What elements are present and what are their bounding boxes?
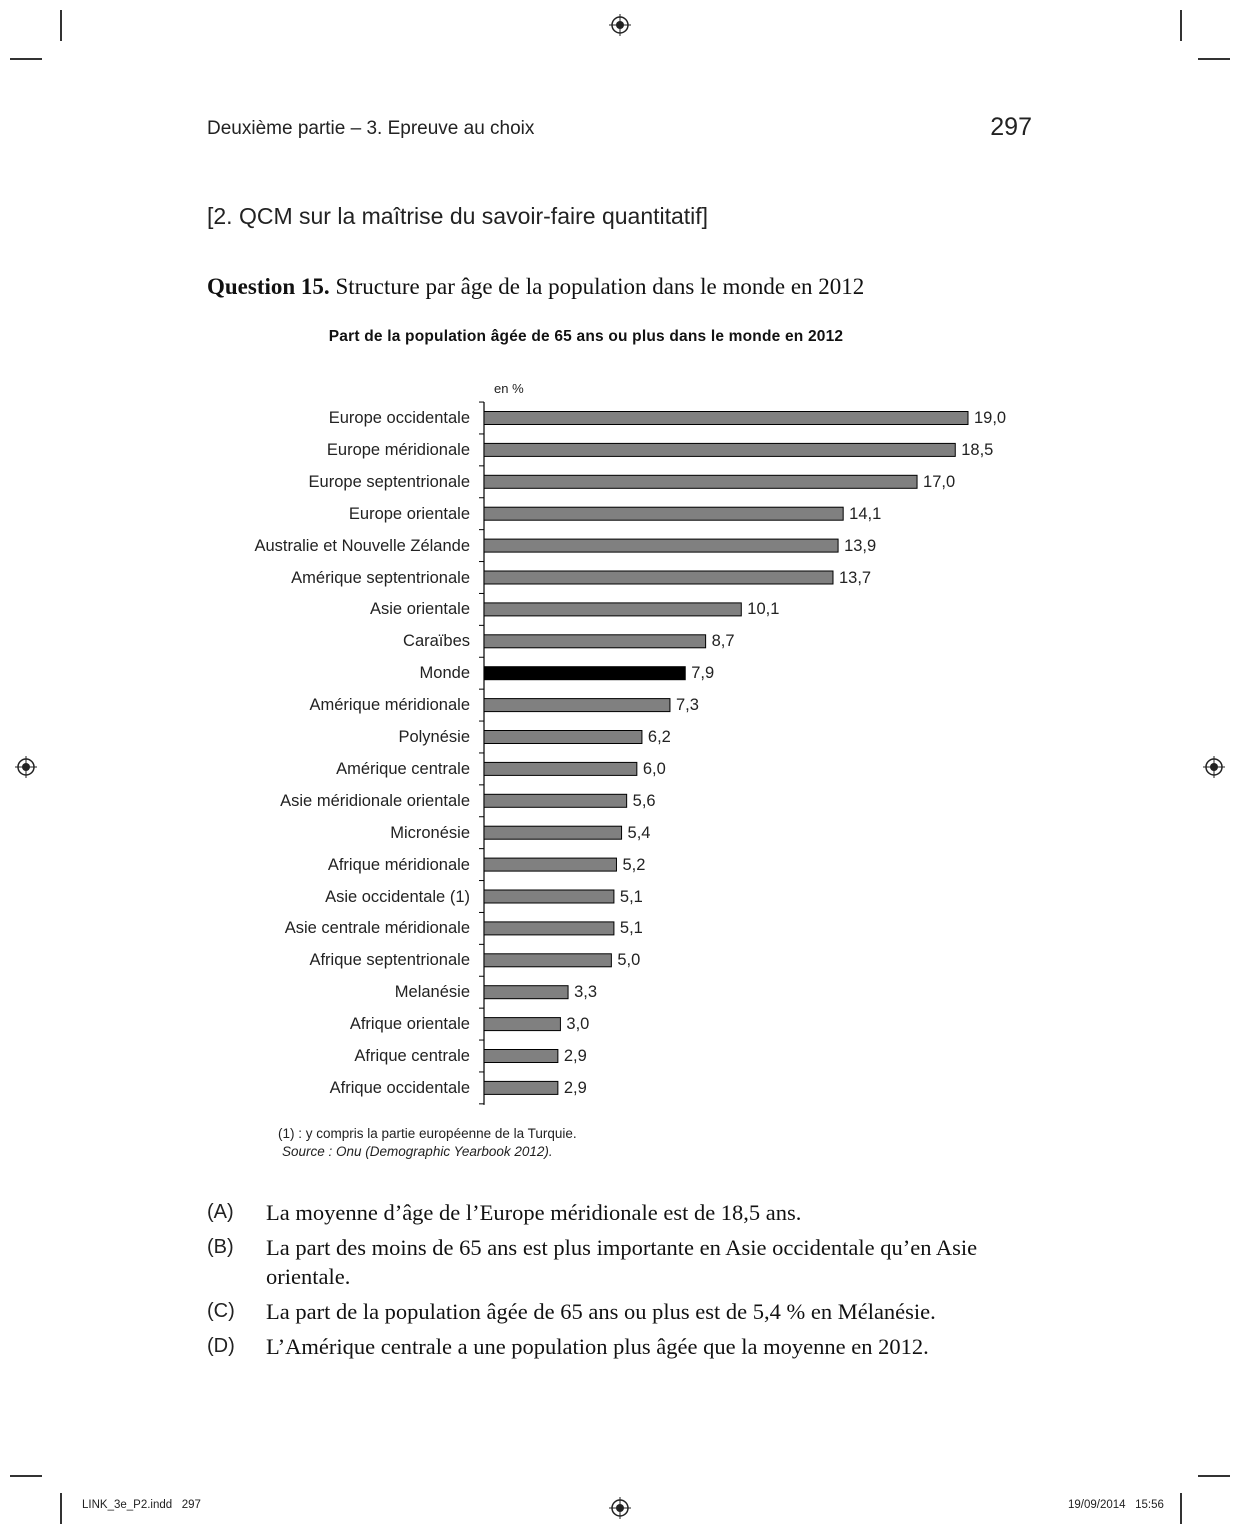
- bar: [484, 443, 955, 456]
- answer-option-d[interactable]: [207, 1332, 1047, 1361]
- answer-option-c[interactable]: [207, 1297, 1047, 1326]
- bar: [484, 890, 614, 903]
- answer-option-a[interactable]: [207, 1198, 1047, 1227]
- category-label: Melanésie: [394, 983, 470, 1002]
- answer-list: [207, 1198, 1047, 1367]
- value-label: 5,2: [622, 855, 646, 874]
- category-label: Amérique centrale: [336, 759, 470, 778]
- answer-text: La part des moins de 65 ans est plus importante en Asie occidentale qu’en Asie orientale.: [266, 1235, 978, 1289]
- bar: [484, 667, 685, 680]
- answer-letter: (C): [207, 1300, 235, 1322]
- category-label: Afrique orientale: [349, 1015, 470, 1034]
- value-label: 5,4: [627, 823, 651, 842]
- category-label: Asie méridionale orientale: [280, 791, 470, 810]
- category-label: Australie et Nouvelle Zélande: [254, 536, 470, 555]
- chart-note: (1) : y compris la partie européenne de la Turquie.: [278, 1126, 577, 1141]
- value-label: 8,7: [711, 632, 735, 651]
- category-label: Amérique méridionale: [309, 696, 470, 715]
- bar: [484, 1050, 558, 1063]
- value-label: 7,9: [691, 664, 715, 683]
- running-head: Deuxième partie – 3. Epreuve au choix: [207, 118, 535, 139]
- category-label: Europe orientale: [348, 504, 470, 523]
- value-label: 7,3: [675, 696, 699, 715]
- category-label: Afrique méridionale: [327, 855, 470, 874]
- value-label: 17,0: [923, 472, 956, 491]
- answer-letter: (D): [207, 1335, 235, 1357]
- bar: [484, 986, 568, 999]
- value-label: 6,2: [647, 728, 671, 746]
- bar: [484, 635, 706, 648]
- value-label: 2,9: [563, 1078, 587, 1097]
- value-label: 5,1: [619, 887, 643, 906]
- category-label: Afrique centrale: [354, 1047, 470, 1065]
- value-label: 13,9: [844, 536, 877, 555]
- axis-unit-label: en %: [494, 381, 524, 396]
- answer-option-b[interactable]: [207, 1233, 1047, 1291]
- category-label: Europe septentrionale: [308, 472, 470, 491]
- category-label: Monde: [419, 664, 470, 683]
- value-label: 5,0: [617, 951, 641, 970]
- category-label: Asie occidentale (1): [325, 887, 470, 906]
- bar: [484, 794, 627, 807]
- chart-source: Source : Onu (Demographic Yearbook 2012).: [282, 1144, 553, 1159]
- value-label: 14,1: [849, 504, 882, 523]
- value-label: 6,0: [642, 759, 666, 778]
- bar: [484, 826, 622, 839]
- bar: [484, 762, 637, 775]
- category-label: Amérique septentrionale: [291, 568, 470, 587]
- bar: [484, 507, 843, 520]
- question-text: Structure par âge de la population dans le monde en 2012: [329, 274, 865, 299]
- category-label: Polynésie: [398, 728, 470, 746]
- category-label: Caraïbes: [403, 632, 470, 651]
- bar: [484, 603, 741, 616]
- answer-letter: (B): [207, 1236, 234, 1258]
- section-title: [2. QCM sur la maîtrise du savoir-faire quantitatif]: [207, 203, 709, 229]
- category-label: Afrique septentrionale: [309, 951, 470, 970]
- category-label: Europe méridionale: [326, 440, 470, 459]
- value-label: 13,7: [838, 568, 872, 587]
- category-label: Europe occidentale: [328, 409, 470, 427]
- value-label: 5,6: [632, 791, 656, 810]
- bar: [484, 539, 838, 552]
- answer-text: La part de la population âgée de 65 ans ou plus est de 5,4 % en Mélanésie.: [266, 1299, 936, 1324]
- bar: [484, 954, 611, 967]
- value-label: 3,3: [574, 983, 597, 1002]
- value-label: 2,9: [563, 1047, 587, 1065]
- category-label: Asie centrale méridionale: [284, 919, 470, 938]
- footer-file-slug: LINK_3e_P2.indd 297: [82, 1499, 201, 1511]
- answer-text: La moyenne d’âge de l’Europe méridionale est de 18,5 ans.: [266, 1200, 802, 1225]
- bar: [484, 1081, 558, 1094]
- bar: [484, 922, 614, 935]
- answer-text: L’Amérique centrale a une population plus âgée que la moyenne en 2012.: [266, 1334, 929, 1359]
- category-label: Afrique occidentale: [329, 1078, 470, 1097]
- answer-letter: (A): [207, 1201, 234, 1223]
- bar: [484, 571, 833, 584]
- value-label: 3,0: [566, 1015, 590, 1034]
- category-label: Micronésie: [390, 823, 470, 842]
- page-number: 297: [990, 113, 1032, 141]
- question-label: Question 15.: [207, 274, 330, 299]
- footer-timestamp: 19/09/2014 15:56: [1068, 1499, 1164, 1511]
- bar: [484, 731, 642, 744]
- bar: [484, 858, 616, 871]
- value-label: 5,1: [619, 919, 643, 938]
- category-label: Asie orientale: [370, 600, 470, 619]
- bar: [484, 1018, 560, 1031]
- bar: [484, 699, 670, 712]
- value-label: 18,5: [961, 440, 994, 459]
- value-label: 19,0: [974, 409, 1007, 427]
- value-label: 10,1: [747, 600, 780, 619]
- bar: [484, 475, 917, 488]
- chart-title: Part de la population âgée de 65 ans ou plus dans le monde en 2012: [328, 328, 844, 345]
- bar: [484, 412, 968, 425]
